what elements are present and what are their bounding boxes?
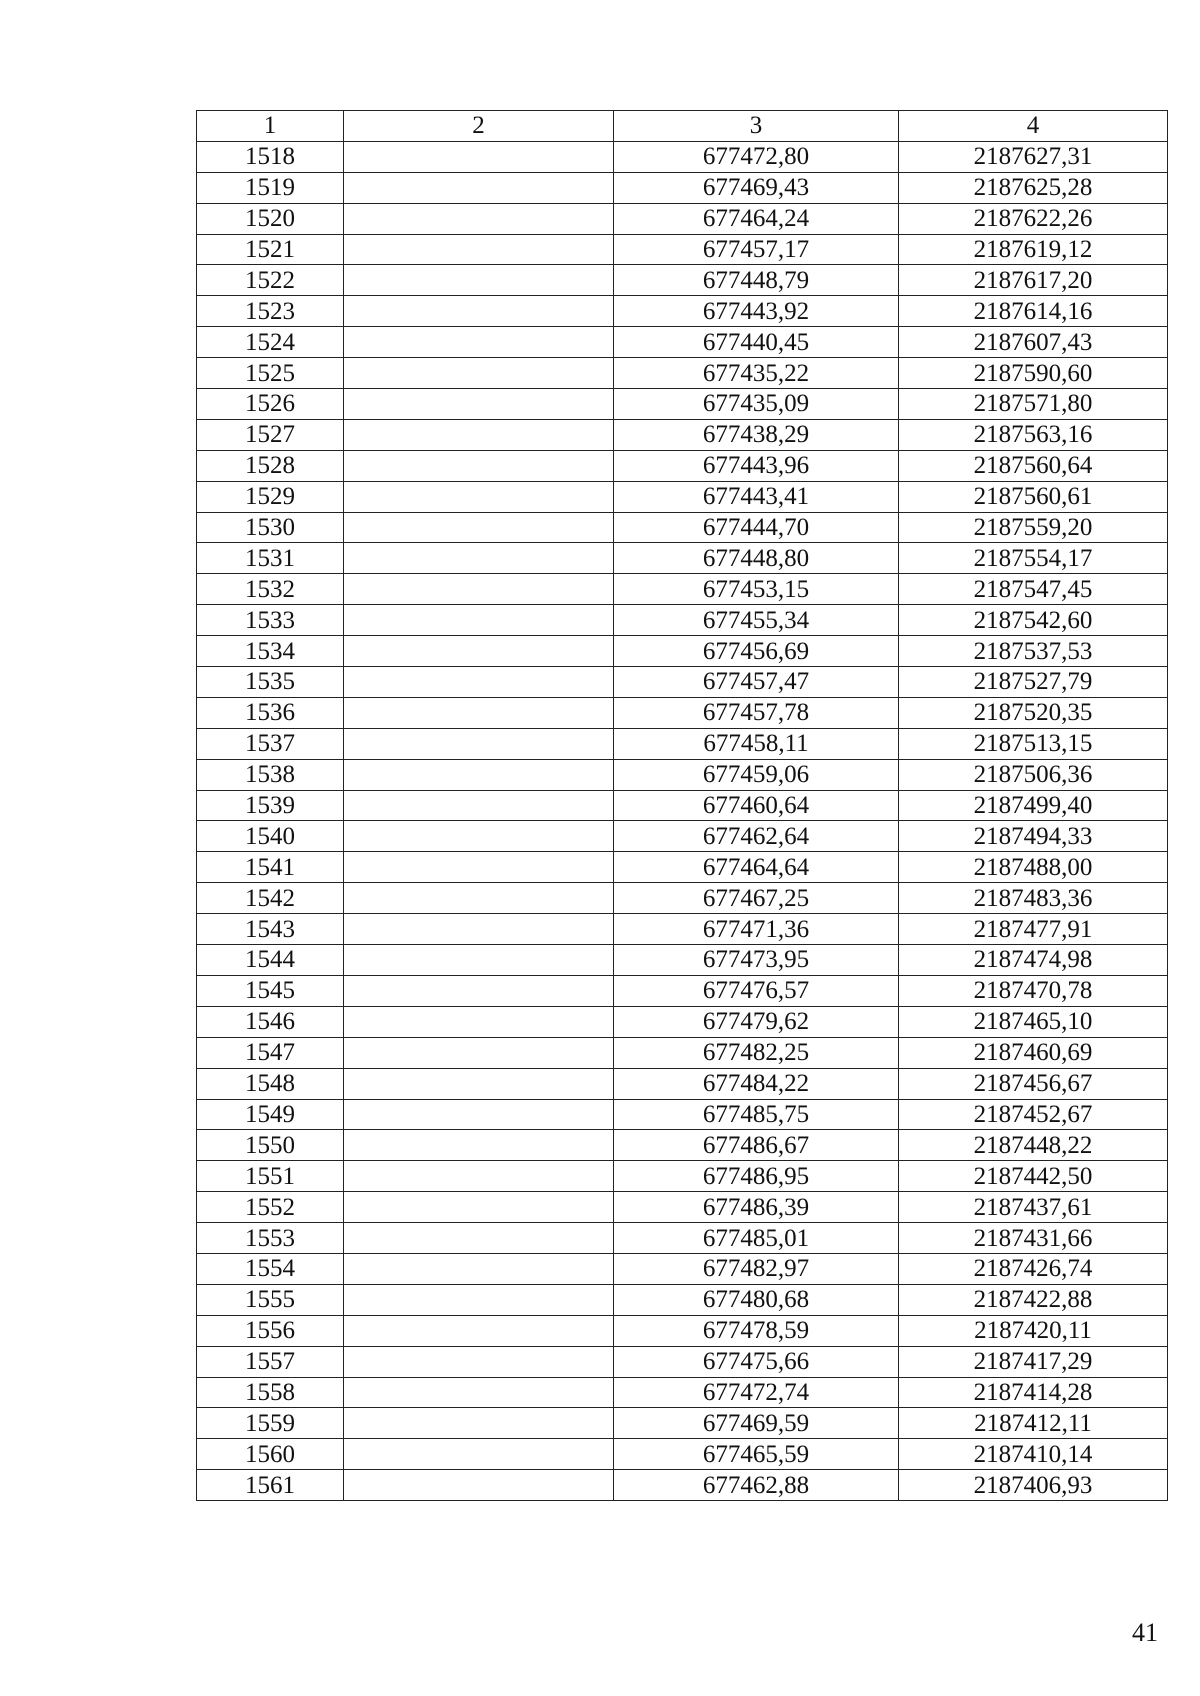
table-cell-col3: 677485,01 (614, 1223, 899, 1254)
table-cell-col3: 677469,59 (614, 1408, 899, 1439)
table-row (197, 1130, 1168, 1161)
table-cell-col2 (344, 1068, 614, 1099)
table-cell-col1: 1552 (197, 1192, 344, 1223)
table-cell-col1: 1555 (197, 1284, 344, 1315)
table-cell-col3: 677486,67 (614, 1130, 899, 1161)
table-cell-col3: 677484,22 (614, 1068, 899, 1099)
table-cell-col1: 1557 (197, 1346, 344, 1377)
table-cell-col4: 2187560,64 (899, 450, 1168, 481)
table-cell-col1: 1532 (197, 574, 344, 605)
table-cell-col2 (344, 358, 614, 389)
table-cell-col2 (344, 543, 614, 574)
table-cell-col1: 1524 (197, 327, 344, 358)
table-cell-col1: 1554 (197, 1253, 344, 1284)
table-row (197, 1284, 1168, 1315)
table-cell-col3: 677475,66 (614, 1346, 899, 1377)
table-cell-col2 (344, 1192, 614, 1223)
table-cell-col2 (344, 605, 614, 636)
table-cell-col2 (344, 759, 614, 790)
table-row (197, 1192, 1168, 1223)
table-cell-col1: 1539 (197, 790, 344, 821)
table-cell-col1: 1523 (197, 296, 344, 327)
table-cell-col2 (344, 914, 614, 945)
table-row (197, 1161, 1168, 1192)
table-row (197, 1006, 1168, 1037)
table-row (197, 234, 1168, 265)
coordinates-table (196, 110, 1168, 1501)
table-cell-col2 (344, 697, 614, 728)
table-cell-col1: 1542 (197, 883, 344, 914)
table-cell-col2 (344, 1130, 614, 1161)
table-cell-col3: 677455,34 (614, 605, 899, 636)
table-cell-col1: 1553 (197, 1223, 344, 1254)
table-cell-col3: 677472,80 (614, 141, 899, 172)
table-cell-col1: 1546 (197, 1006, 344, 1037)
table-cell-col3: 677444,70 (614, 512, 899, 543)
table-row (197, 327, 1168, 358)
table-cell-col2 (344, 296, 614, 327)
table-cell-col2 (344, 1006, 614, 1037)
table-cell-col1: 1540 (197, 821, 344, 852)
page-number: 41 (1132, 1618, 1158, 1647)
table-cell-col1: 1533 (197, 605, 344, 636)
table-cell-col1: 1538 (197, 759, 344, 790)
table-cell-col1: 1561 (197, 1470, 344, 1501)
table-row (197, 1439, 1168, 1470)
column-header-4: 4 (899, 111, 1168, 142)
table-cell-col2 (344, 574, 614, 605)
table-row (197, 450, 1168, 481)
table-cell-col2 (344, 821, 614, 852)
table-cell-col3: 677460,64 (614, 790, 899, 821)
table-cell-col1: 1550 (197, 1130, 344, 1161)
table-row (197, 512, 1168, 543)
table-cell-col1: 1529 (197, 481, 344, 512)
table-row (197, 728, 1168, 759)
table-cell-col1: 1527 (197, 419, 344, 450)
table-cell-col2 (344, 481, 614, 512)
table-cell-col1: 1544 (197, 945, 344, 976)
table-cell-col1: 1558 (197, 1377, 344, 1408)
table-cell-col4: 2187488,00 (899, 852, 1168, 883)
table-cell-col3: 677458,11 (614, 728, 899, 759)
table-cell-col3: 677486,95 (614, 1161, 899, 1192)
table-cell-col4: 2187406,93 (899, 1470, 1168, 1501)
table-cell-col1: 1559 (197, 1408, 344, 1439)
table-cell-col2 (344, 1315, 614, 1346)
table-cell-col4: 2187494,33 (899, 821, 1168, 852)
table-row (197, 172, 1168, 203)
table-cell-col2 (344, 1223, 614, 1254)
table-cell-col2 (344, 1439, 614, 1470)
table-row (197, 574, 1168, 605)
table-cell-col2 (344, 234, 614, 265)
table-cell-col4: 2187607,43 (899, 327, 1168, 358)
table-cell-col4: 2187452,67 (899, 1099, 1168, 1130)
table-cell-col4: 2187499,40 (899, 790, 1168, 821)
table-cell-col1: 1543 (197, 914, 344, 945)
table-row (197, 697, 1168, 728)
table-row (197, 852, 1168, 883)
table-cell-col4: 2187547,45 (899, 574, 1168, 605)
table-cell-col4: 2187426,74 (899, 1253, 1168, 1284)
table-cell-col2 (344, 203, 614, 234)
table-cell-col4: 2187527,79 (899, 667, 1168, 698)
table-cell-col4: 2187470,78 (899, 975, 1168, 1006)
table-row (197, 1470, 1168, 1501)
column-header-2: 2 (344, 111, 614, 142)
table-row (197, 759, 1168, 790)
table-cell-col2 (344, 975, 614, 1006)
table-row (197, 1346, 1168, 1377)
table-cell-col1: 1534 (197, 636, 344, 667)
table-cell-col2 (344, 512, 614, 543)
table-cell-col4: 2187474,98 (899, 945, 1168, 976)
table-cell-col3: 677462,64 (614, 821, 899, 852)
table-cell-col2 (344, 1470, 614, 1501)
table-row (197, 914, 1168, 945)
table-cell-col3: 677464,64 (614, 852, 899, 883)
table-row (197, 1037, 1168, 1068)
table-cell-col1: 1560 (197, 1439, 344, 1470)
table-cell-col2 (344, 852, 614, 883)
column-header-3: 3 (614, 111, 899, 142)
table-cell-col1: 1519 (197, 172, 344, 203)
table-cell-col4: 2187437,61 (899, 1192, 1168, 1223)
table-cell-col3: 677457,78 (614, 697, 899, 728)
table-cell-col3: 677440,45 (614, 327, 899, 358)
table-cell-col1: 1526 (197, 389, 344, 420)
table-cell-col3: 677438,29 (614, 419, 899, 450)
table-row (197, 636, 1168, 667)
table-cell-col4: 2187483,36 (899, 883, 1168, 914)
table-cell-col4: 2187563,16 (899, 419, 1168, 450)
table-cell-col4: 2187414,28 (899, 1377, 1168, 1408)
table-cell-col3: 677457,47 (614, 667, 899, 698)
table-cell-col4: 2187627,31 (899, 141, 1168, 172)
table-cell-col2 (344, 419, 614, 450)
table-cell-col4: 2187431,66 (899, 1223, 1168, 1254)
table-cell-col4: 2187460,69 (899, 1037, 1168, 1068)
table-cell-col3: 677448,79 (614, 265, 899, 296)
table-row (197, 481, 1168, 512)
table-cell-col2 (344, 1253, 614, 1284)
table-cell-col2 (344, 1284, 614, 1315)
table-cell-col3: 677435,09 (614, 389, 899, 420)
table-cell-col1: 1541 (197, 852, 344, 883)
table-cell-col3: 677482,97 (614, 1253, 899, 1284)
table-cell-col3: 677456,69 (614, 636, 899, 667)
table-cell-col4: 2187617,20 (899, 265, 1168, 296)
table-cell-col3: 677478,59 (614, 1315, 899, 1346)
table-cell-col3: 677453,15 (614, 574, 899, 605)
table-cell-col4: 2187625,28 (899, 172, 1168, 203)
table-cell-col4: 2187417,29 (899, 1346, 1168, 1377)
table-cell-col2 (344, 141, 614, 172)
table-cell-col2 (344, 265, 614, 296)
table-cell-col4: 2187456,67 (899, 1068, 1168, 1099)
table-cell-col2 (344, 389, 614, 420)
table-cell-col4: 2187614,16 (899, 296, 1168, 327)
table-cell-col2 (344, 450, 614, 481)
table-cell-col3: 677465,59 (614, 1439, 899, 1470)
table-row (197, 821, 1168, 852)
table-cell-col1: 1518 (197, 141, 344, 172)
table-cell-col2 (344, 945, 614, 976)
table-cell-col3: 677464,24 (614, 203, 899, 234)
table-cell-col2 (344, 728, 614, 759)
table-cell-col3: 677457,17 (614, 234, 899, 265)
table-cell-col2 (344, 1037, 614, 1068)
table-cell-col2 (344, 172, 614, 203)
table-row (197, 419, 1168, 450)
table-cell-col4: 2187542,60 (899, 605, 1168, 636)
table-cell-col1: 1556 (197, 1315, 344, 1346)
table-cell-col1: 1520 (197, 203, 344, 234)
table-cell-col3: 677467,25 (614, 883, 899, 914)
table-cell-col4: 2187506,36 (899, 759, 1168, 790)
table-cell-col3: 677448,80 (614, 543, 899, 574)
table-cell-col4: 2187537,53 (899, 636, 1168, 667)
table-cell-col3: 677482,25 (614, 1037, 899, 1068)
table-cell-col2 (344, 1099, 614, 1130)
table-cell-col4: 2187619,12 (899, 234, 1168, 265)
table-row (197, 975, 1168, 1006)
table-cell-col4: 2187559,20 (899, 512, 1168, 543)
table-cell-col4: 2187448,22 (899, 1130, 1168, 1161)
table-cell-col2 (344, 1346, 614, 1377)
table-body (197, 141, 1168, 1500)
table-cell-col1: 1536 (197, 697, 344, 728)
column-header-1: 1 (197, 111, 344, 142)
table-cell-col3: 677443,96 (614, 450, 899, 481)
table-row (197, 1377, 1168, 1408)
table-cell-col2 (344, 1408, 614, 1439)
table-cell-col1: 1547 (197, 1037, 344, 1068)
table-cell-col1: 1530 (197, 512, 344, 543)
table-cell-col4: 2187571,80 (899, 389, 1168, 420)
table-row (197, 543, 1168, 574)
table-cell-col3: 677435,22 (614, 358, 899, 389)
table-cell-col1: 1545 (197, 975, 344, 1006)
table-cell-col3: 677485,75 (614, 1099, 899, 1130)
table-cell-col4: 2187442,50 (899, 1161, 1168, 1192)
table-row (197, 141, 1168, 172)
table-header-row (197, 111, 1168, 142)
table-row (197, 1315, 1168, 1346)
table-row (197, 1099, 1168, 1130)
table-cell-col2 (344, 667, 614, 698)
table-cell-col1: 1548 (197, 1068, 344, 1099)
table-cell-col3: 677472,74 (614, 1377, 899, 1408)
table-cell-col2 (344, 790, 614, 821)
table-cell-col4: 2187520,35 (899, 697, 1168, 728)
table-row (197, 1068, 1168, 1099)
table-cell-col4: 2187554,17 (899, 543, 1168, 574)
table-cell-col4: 2187420,11 (899, 1315, 1168, 1346)
table-row (197, 605, 1168, 636)
table-row (197, 667, 1168, 698)
table-cell-col2 (344, 636, 614, 667)
table-cell-col4: 2187410,14 (899, 1439, 1168, 1470)
table-row (197, 945, 1168, 976)
table-row (197, 790, 1168, 821)
table-row (197, 883, 1168, 914)
table-cell-col1: 1528 (197, 450, 344, 481)
table-cell-col3: 677459,06 (614, 759, 899, 790)
table-cell-col2 (344, 883, 614, 914)
table-cell-col4: 2187465,10 (899, 1006, 1168, 1037)
table-row (197, 1408, 1168, 1439)
table-cell-col2 (344, 327, 614, 358)
table-cell-col4: 2187422,88 (899, 1284, 1168, 1315)
table-cell-col4: 2187622,26 (899, 203, 1168, 234)
table-cell-col4: 2187560,61 (899, 481, 1168, 512)
table-cell-col3: 677486,39 (614, 1192, 899, 1223)
table-row (197, 358, 1168, 389)
table-cell-col2 (344, 1161, 614, 1192)
table-cell-col3: 677471,36 (614, 914, 899, 945)
table-row (197, 296, 1168, 327)
table-row (197, 1253, 1168, 1284)
table-cell-col1: 1525 (197, 358, 344, 389)
table-row (197, 1223, 1168, 1254)
table-cell-col3: 677479,62 (614, 1006, 899, 1037)
table-row (197, 389, 1168, 420)
table-cell-col1: 1551 (197, 1161, 344, 1192)
table-cell-col1: 1522 (197, 265, 344, 296)
table-cell-col4: 2187513,15 (899, 728, 1168, 759)
table-cell-col2 (344, 1377, 614, 1408)
table-cell-col1: 1531 (197, 543, 344, 574)
table-cell-col3: 677480,68 (614, 1284, 899, 1315)
table-cell-col3: 677469,43 (614, 172, 899, 203)
table-row (197, 203, 1168, 234)
table-cell-col3: 677462,88 (614, 1470, 899, 1501)
table-cell-col1: 1537 (197, 728, 344, 759)
table-cell-col1: 1549 (197, 1099, 344, 1130)
table-cell-col1: 1535 (197, 667, 344, 698)
table-cell-col3: 677443,41 (614, 481, 899, 512)
table-cell-col4: 2187590,60 (899, 358, 1168, 389)
table-cell-col4: 2187477,91 (899, 914, 1168, 945)
table-cell-col3: 677476,57 (614, 975, 899, 1006)
table-cell-col3: 677443,92 (614, 296, 899, 327)
table-row (197, 265, 1168, 296)
table-cell-col4: 2187412,11 (899, 1408, 1168, 1439)
table-cell-col1: 1521 (197, 234, 344, 265)
table-cell-col3: 677473,95 (614, 945, 899, 976)
